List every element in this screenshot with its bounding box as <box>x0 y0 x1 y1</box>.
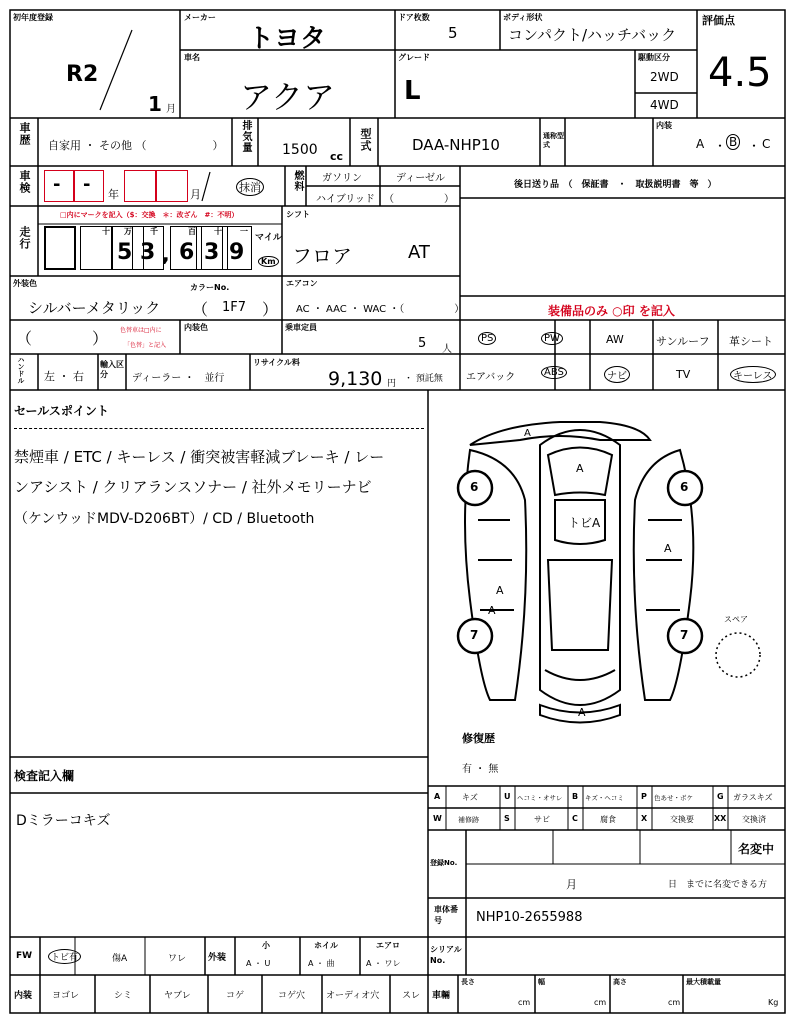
drive-2wd: 2WD <box>650 70 679 84</box>
body-type-value: コンパクト/ハッチバック <box>508 26 677 44</box>
color-no-label: カラーNo. <box>190 283 230 292</box>
color-no-close: ） <box>262 300 279 319</box>
tire-rear-left: 7 <box>470 628 479 642</box>
mileage-label: 走行 <box>18 226 31 250</box>
sales-points-line-2: ンアシスト / クリアランスソナー / 社外メモリーナビ <box>14 478 372 496</box>
mileage-unit-2: 千 <box>150 227 158 236</box>
legend-desc-g: ガラスキズ <box>733 793 773 802</box>
registration-day-note: 日 までに名変できる方 <box>668 880 768 890</box>
shift-position: フロア <box>292 244 352 268</box>
interior-grade-a: A <box>696 137 705 151</box>
displacement-value: 1500 <box>282 142 318 158</box>
month-unit: 月 <box>166 104 176 115</box>
first-registration-month: 1 <box>148 92 162 116</box>
equip-navi: ナビ <box>604 366 630 383</box>
mileage-digit-4: 9 <box>229 240 245 265</box>
interior-item-wear: スレ <box>402 991 421 1001</box>
import-value: ディーラー ・ 並行 <box>132 373 225 384</box>
legend-code-xx: XX <box>714 814 727 823</box>
recycle-deposit: ・ 預託無 <box>404 374 443 384</box>
inspection-label: 車検 <box>18 170 31 194</box>
interior-dot2: ・ <box>748 139 761 153</box>
wheel-label: ホイル <box>314 941 338 950</box>
damage-mark-hood: A <box>576 462 584 475</box>
damage-mark-right: A <box>664 542 672 555</box>
legend-desc-s: サビ <box>534 815 550 824</box>
equip-tv: TV <box>676 368 691 381</box>
fw-item-crack: ワレ <box>168 954 187 964</box>
drive-label: 駆動区分 <box>638 53 670 62</box>
aero-label: エアロ <box>376 941 400 950</box>
model-label: 型式 <box>359 128 372 152</box>
vin-value: NHP10-2655988 <box>476 910 583 925</box>
color-change-close: ） <box>92 329 109 348</box>
color-change-note-1: 色替車は□内に <box>120 327 162 334</box>
inspection-year-unit: 年 <box>108 188 119 201</box>
interior-item-burn-hole: コゲ穴 <box>278 991 306 1001</box>
doors-label: ドア枚数 <box>398 13 430 22</box>
sales-points-line-3: （ケンウッドMDV-D206BT）/ CD / Bluetooth <box>14 511 315 527</box>
color-no-value: 1F7 <box>222 300 247 315</box>
inspection-dash-2: - <box>83 174 91 195</box>
sales-points-line-1: 禁煙車 / ETC / キーレス / 衝突被害軽減ブレーキ / レー <box>14 448 385 466</box>
recycle-value: 9,130 <box>328 368 383 390</box>
inspection-month-unit: 月 <box>190 188 201 201</box>
fuel-gasoline: ガソリン <box>322 173 362 184</box>
legend-code-w: W <box>433 814 442 823</box>
handle-value: 左 ・ 右 <box>44 370 84 383</box>
mileage-box-0 <box>44 226 76 270</box>
inspection-expired: 抹消 <box>236 178 264 196</box>
interior-item-audio-hole: オーディオ穴 <box>326 991 380 1001</box>
color-no-open: （ <box>192 300 209 319</box>
interior-item-tear: ヤブレ <box>164 991 191 1001</box>
equip-aw: AW <box>606 333 624 346</box>
mileage-note: □内にマークを記入（$：交換 ＊：改ざん #：不明） <box>60 211 239 219</box>
legend-code-u: U <box>504 792 511 801</box>
vehicle-size-label: 車輛 <box>432 991 451 1001</box>
mileage-digit-2: 6 <box>179 240 195 265</box>
color-change-open: （ <box>16 329 33 348</box>
fuel-label: 燃料 <box>292 170 303 192</box>
mileage-digit-3: 3 <box>204 240 220 265</box>
interior-item-dirt: ヨゴレ <box>52 991 80 1001</box>
legend-code-b: B <box>572 792 579 801</box>
length-label: 長さ <box>461 978 475 986</box>
interior-item-burn: コゲ <box>226 991 245 1001</box>
legend-code-a: A <box>434 792 441 801</box>
legend-desc-w: 補修跡 <box>458 816 479 824</box>
legend-code-g: G <box>717 792 724 801</box>
mileage-unit-0: 十 <box>102 227 110 236</box>
width-unit: cm <box>594 998 607 1007</box>
legend-code-s: S <box>504 814 510 823</box>
shift-type: AT <box>408 242 430 263</box>
score-value: 4.5 <box>708 50 772 96</box>
mileage-unit-3: 百 <box>188 227 196 236</box>
damage-mark-rear: A <box>578 706 586 719</box>
small-label: 小 <box>262 941 270 950</box>
model-value: DAA-NHP10 <box>412 136 500 154</box>
documents-label: 後日送り品 （ 保証書 ・ 取扱説明書 等 ） <box>514 180 717 190</box>
import-label: 輸入区分 <box>100 360 124 379</box>
displacement-label: 排気量 <box>240 120 251 153</box>
sales-points-label: セールスポイント <box>14 404 109 418</box>
fuel-hybrid: ハイブリッド <box>316 194 375 205</box>
inspection-month-box-1 <box>124 170 156 202</box>
fw-item-scratch: 傷A <box>112 954 128 964</box>
displacement-unit: cc <box>330 150 344 163</box>
legend-code-x: X <box>641 814 648 823</box>
sales-points-divider <box>14 428 424 429</box>
car-name-value: アクア <box>240 78 336 116</box>
legend-desc-xx: 交換済 <box>742 815 766 824</box>
handle-label: ハンドル <box>17 356 25 384</box>
inspection-notes-label: 検査記入欄 <box>14 769 75 783</box>
exterior-color-label: 外装色 <box>13 279 37 288</box>
wheel-value: A ・ 曲 <box>308 959 335 968</box>
small-value: A ・ U <box>246 959 271 968</box>
equip-leather: 革シート <box>729 335 773 348</box>
width-label: 幅 <box>538 978 545 986</box>
grade-label: グレード <box>398 53 430 62</box>
legend-desc-c: 腐食 <box>600 815 616 824</box>
vin-label: 車体番号 <box>434 905 458 925</box>
damage-mark-front: A <box>524 428 531 439</box>
maker-label: メーカー <box>184 13 216 22</box>
first-registration-label: 初年度登録 <box>13 13 53 22</box>
recycle-unit: 円 <box>387 379 397 389</box>
score-label: 評価点 <box>702 14 735 27</box>
spare-label: スペア <box>724 615 748 624</box>
body-type-label: ボディ形状 <box>503 13 543 22</box>
repair-history-label: 修復歴 <box>462 732 495 745</box>
legend-desc-x: 交換要 <box>670 815 694 824</box>
interior-color-label: 内装色 <box>184 323 208 332</box>
fuel-diesel: ディーゼル <box>396 173 445 184</box>
mileage-comma: , <box>162 242 170 266</box>
interior-item-stain: シミ <box>114 991 133 1001</box>
registration-month: 月 <box>566 878 577 891</box>
mileage-km: Km <box>258 256 279 267</box>
exterior-color-value: シルバーメタリック <box>28 299 161 317</box>
registration-label: 登録No. <box>430 859 458 867</box>
equip-airbag: エアバック <box>466 372 516 383</box>
mileage-digit-0: 5 <box>117 240 133 265</box>
legend-desc-p: 色あせ・ボケ <box>654 794 693 802</box>
aero-value: A ・ ワレ <box>366 959 401 968</box>
damage-mark-left-2: A <box>488 604 496 617</box>
max-load-unit: Kg <box>768 998 779 1007</box>
equip-abs: ABS <box>541 366 567 379</box>
height-label: 高さ <box>613 978 627 986</box>
inspection-month-box-2 <box>156 170 188 202</box>
interior-grade-c: C <box>762 137 771 151</box>
repair-history-value: 有 ・ 無 <box>462 764 499 775</box>
interior-grade-label: 内装 <box>656 121 672 130</box>
mileage-unit-1: 万 <box>124 227 132 236</box>
serial-label: シリアルNo. <box>430 945 462 965</box>
fw-item-chip: トビ有 <box>48 949 81 964</box>
grade-value: L <box>404 76 421 106</box>
tire-rear-right: 7 <box>680 628 689 642</box>
interior-grade-b: B <box>726 134 740 150</box>
damage-mark-left-1: A <box>496 584 504 597</box>
damage-mark-windshield: トビA <box>568 516 601 530</box>
fuel-other: （ ） <box>384 194 454 205</box>
height-unit: cm <box>668 998 681 1007</box>
capacity-unit: 人 <box>442 344 452 355</box>
color-change-note-2: 「色替」と記入 <box>124 342 167 349</box>
drive-4wd: 4WD <box>650 98 679 112</box>
tire-front-left: 6 <box>470 480 479 494</box>
interior-dot: ・ <box>714 139 727 153</box>
equip-ps: PS <box>478 332 496 345</box>
legend-desc-u: ヘコミ・オサレ <box>517 794 563 802</box>
mileage-digit-1: 3 <box>140 240 156 265</box>
legend-desc-b: キズ・ヘコミ <box>585 794 624 802</box>
history-label: 車歴 <box>18 122 31 146</box>
doors-value: 5 <box>448 24 458 42</box>
mileage-unit-4: 十 <box>214 227 222 236</box>
maker-value: トヨタ <box>248 24 327 54</box>
exterior-label: 外装 <box>208 953 227 963</box>
car-name-label: 車名 <box>184 53 200 62</box>
equip-pw: PW <box>541 332 563 345</box>
aircon-value: AC ・ AAC ・ WAC ・（ ） <box>296 304 465 315</box>
mileage-mile: マイル <box>255 233 282 243</box>
shift-label: シフト <box>286 210 310 219</box>
legend-code-p: P <box>641 792 647 801</box>
inspection-dash-1: - <box>53 174 61 195</box>
equip-sunroof: サンルーフ <box>656 335 710 348</box>
length-unit: cm <box>518 998 531 1007</box>
history-value: 自家用 ・ その他 （ ） <box>48 139 224 152</box>
fw-label: FW <box>16 951 33 961</box>
inspection-notes-value: Dミラーコキズ <box>16 813 111 829</box>
capacity-value: 5 <box>418 336 427 351</box>
max-load-label: 最大積載量 <box>686 978 721 986</box>
tire-front-right: 6 <box>680 480 689 494</box>
equip-keyless: キーレス <box>730 366 776 383</box>
interior-row-label: 内装 <box>14 991 33 1001</box>
capacity-label: 乗車定員 <box>285 323 317 332</box>
mileage-unit-5: 一 <box>240 227 248 236</box>
equipment-title: 装備品のみ ○印 を記入 <box>548 304 675 318</box>
legend-desc-a: キズ <box>462 793 478 802</box>
recycle-label: リサイクル料 <box>253 358 300 367</box>
common-model-label: 通称型式 <box>543 132 564 149</box>
first-registration-year: R2 <box>66 62 99 87</box>
name-change-label: 名変中 <box>738 842 775 856</box>
aircon-label: エアコン <box>286 279 318 288</box>
legend-code-c: C <box>572 814 578 823</box>
